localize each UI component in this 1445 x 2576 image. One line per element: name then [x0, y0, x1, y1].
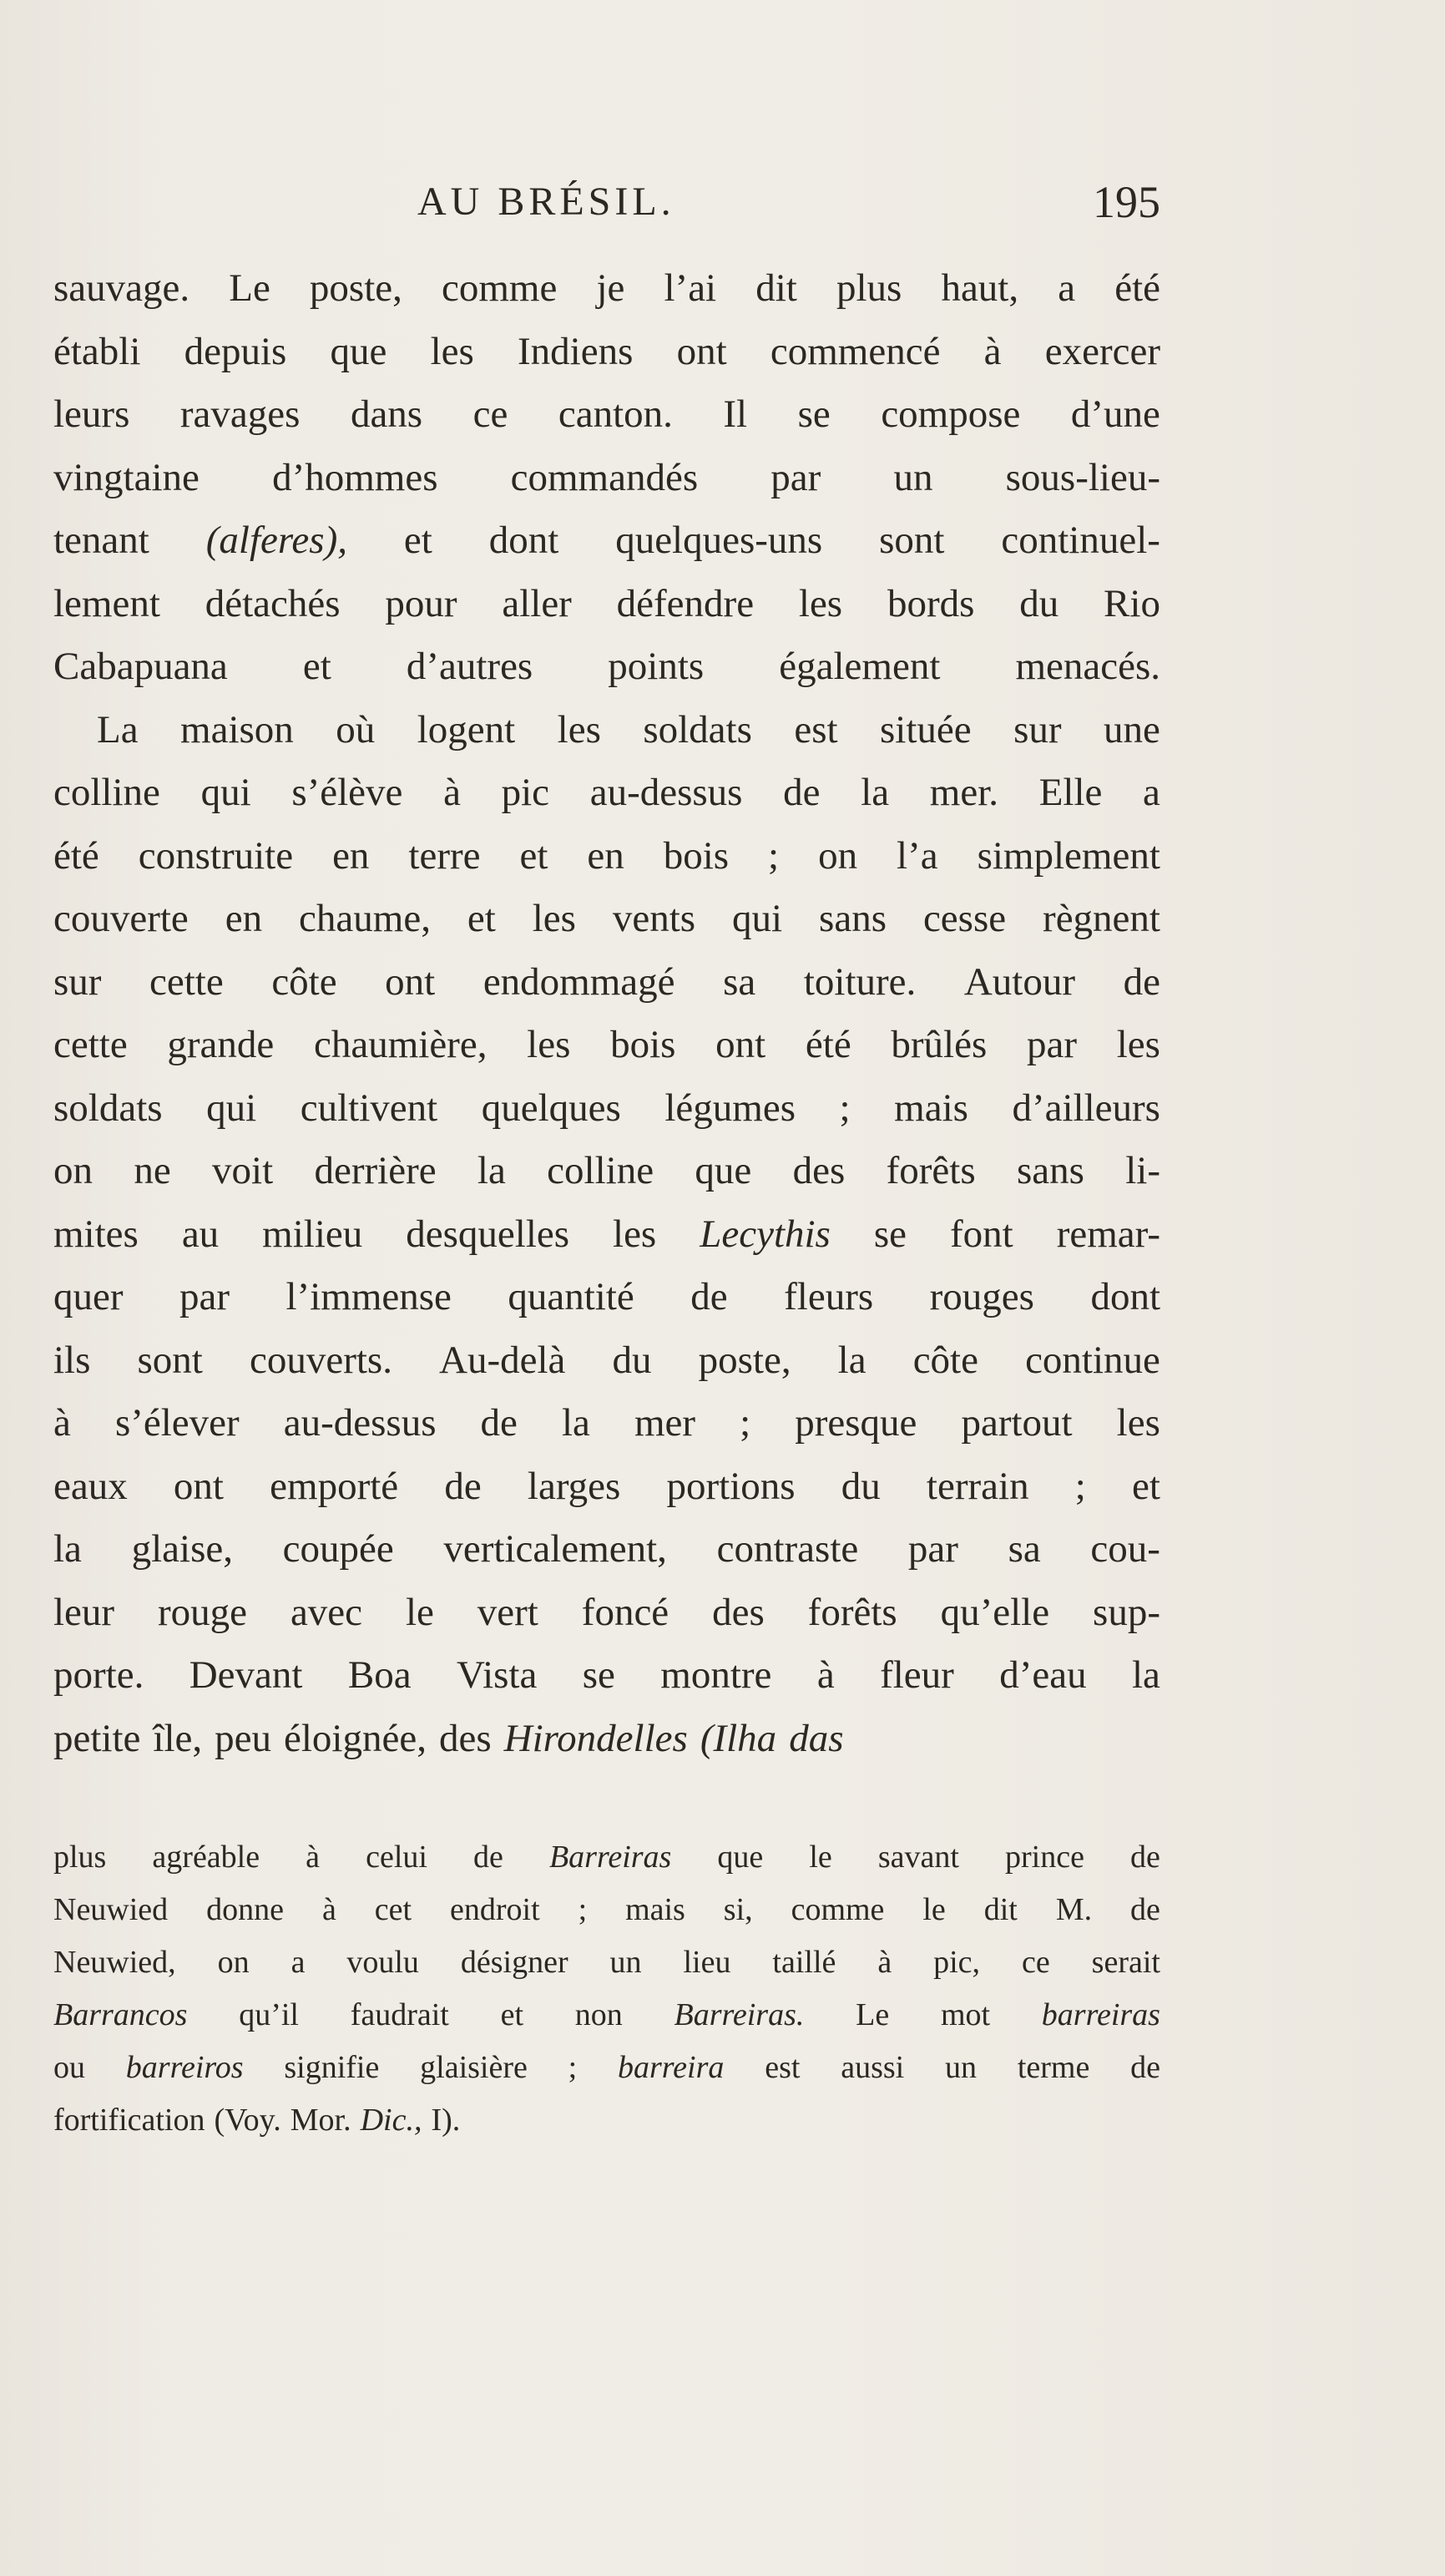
text-line: sauvage. Le poste, comme je l’ai dit plus haut, a été — [53, 266, 1160, 310]
page-number: 195 — [1093, 177, 1160, 227]
text-line: sur cette côte ont endommagé sa toiture. Autour de — [53, 959, 1160, 1004]
footnote-line: Barrancos qu’il faudrait et non Barreiras. Le mot barreiras — [53, 1997, 1160, 2032]
text-line: Cabapuana et d’autres points également menacés. — [53, 645, 1160, 688]
footnote-line: plus agréable à celui de Barreiras que le savant prince de — [53, 1840, 1160, 1875]
text-line: on ne voit derrière la colline que des forêts sans li- — [53, 1149, 1160, 1192]
footnote-line: fortification (Voy. Mor. Dic., I). — [53, 2103, 461, 2138]
text-line: La maison où logent les soldats est située sur une — [97, 707, 1160, 752]
text-line: couverte en chaume, et les vents qui sans cesse règnent — [53, 897, 1160, 940]
text-line: petite île, peu éloignée, des Hirondelles (Ilha das — [53, 1716, 844, 1760]
text-line: ils sont couverts. Au-delà du poste, la côte continue — [53, 1338, 1160, 1382]
footnote-line: ou barreiros signifie glaisière ; barreira est aussi un terme de — [53, 2050, 1160, 2085]
text-line: vingtaine d’hommes commandés par un sous-lieu- — [53, 455, 1160, 499]
text-line: été construite en terre et en bois ; on l’a simplement — [53, 833, 1160, 878]
text-line: mites au milieu desquelles les Lecythis se font remar- — [53, 1212, 1160, 1256]
footnote-block — [53, 1831, 1160, 2147]
text-line: quer par l’immense quantité de fleurs rouges dont — [53, 1275, 1160, 1318]
running-title: AU BRÉSIL. — [417, 180, 675, 224]
text-line: à s’élever au-dessus de la mer ; presque partout les — [53, 1401, 1160, 1445]
text-line: leurs ravages dans ce canton. Il se compose d’une — [53, 392, 1160, 436]
text-line: porte. Devant Boa Vista se montre à fleur d’eau la — [53, 1653, 1160, 1697]
text-line: tenant (alferes), et dont quelques-uns sont continuel- — [53, 519, 1160, 562]
text-line: colline qui s’élève à pic au-dessus de la mer. Elle a — [53, 771, 1160, 814]
text-line: lement détachés pour aller défendre les bords du Rio — [53, 581, 1160, 625]
text-line: eaux ont emporté de larges portions du terrain ; et — [53, 1464, 1160, 1508]
page-header — [0, 177, 1445, 227]
text-line: la glaise, coupée verticalement, contraste par sa cou- — [53, 1527, 1160, 1571]
text-line: leur rouge avec le vert foncé des forêts qu’elle sup- — [53, 1590, 1160, 1634]
footnote-line: Neuwied donne à cet endroit ; mais si, comme le dit M. de — [53, 1892, 1160, 1927]
footnote-line: Neuwied, on a voulu désigner un lieu taillé à pic, ce serait — [53, 1945, 1160, 1980]
body-text — [53, 257, 1160, 1770]
text-line: cette grande chaumière, les bois ont été brûlés par les — [53, 1023, 1160, 1066]
text-line: établi depuis que les Indiens ont commencé à exercer — [53, 329, 1160, 373]
text-line: soldats qui cultivent quelques légumes ; mais d’ailleurs — [53, 1086, 1160, 1130]
